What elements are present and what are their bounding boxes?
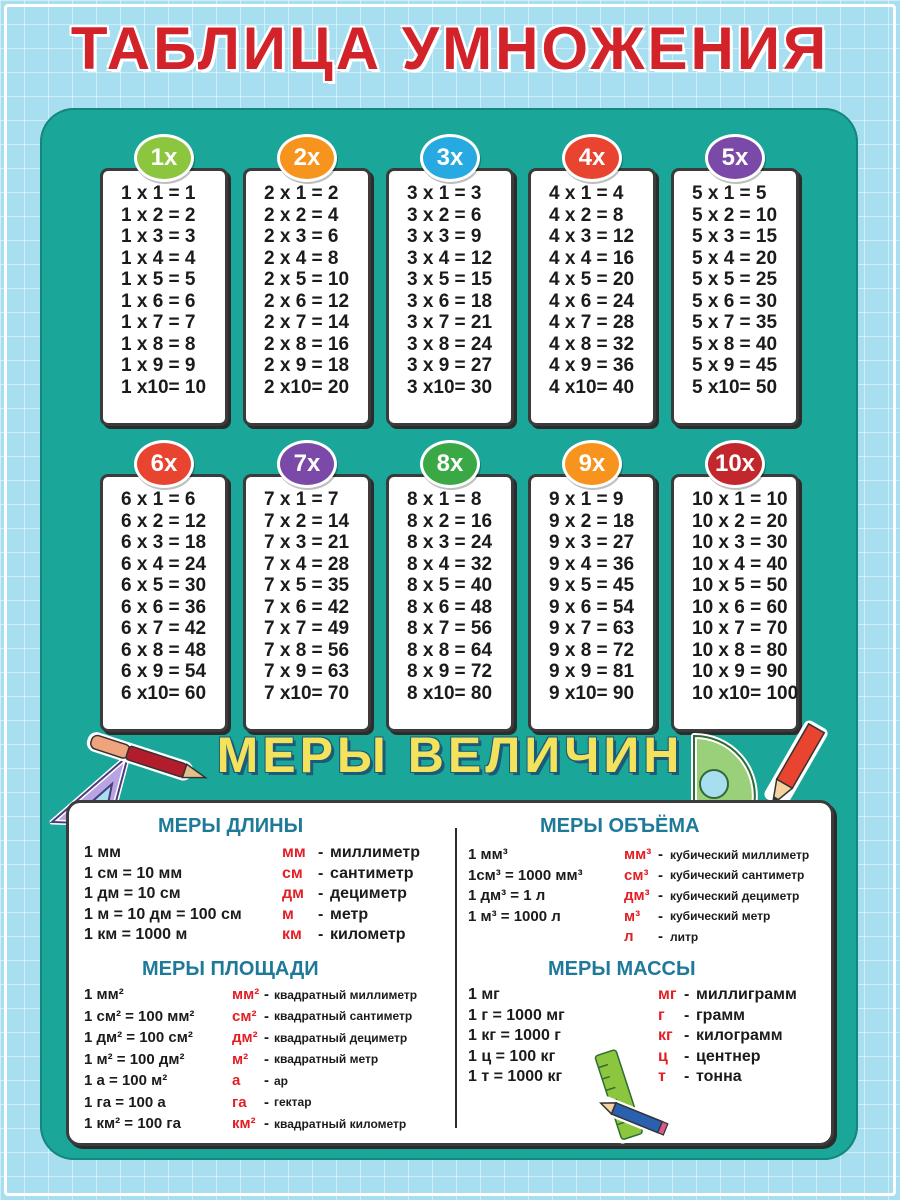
table-row: 7 x 8 = 56 [264,639,350,661]
table-badge: 8x [420,440,480,488]
table-row: 10 x 5 = 50 [692,575,788,596]
measure-dash: - [684,1068,690,1085]
table-row: 5 x 7 = 35 [692,312,778,333]
measure-equation: 1 га = 100 а [84,1093,166,1111]
measure-name: километр [330,926,406,943]
table-row: 2 x 1 = 2 [264,183,339,204]
measure-abbreviation: км² [232,1115,256,1132]
poster-title: ТАБЛИЦА УМНОЖЕНИЯ [70,15,830,82]
table-row: 7 x 4 = 28 [264,553,350,575]
table-row: 3 x 6 = 18 [407,290,493,312]
table-row: 10 x 6 = 60 [692,596,788,618]
table-row: 4 x 4 = 16 [549,247,635,269]
measure-name: грамм [696,1006,746,1024]
table-row: 5 x 6 = 30 [692,290,778,312]
measure-row [84,906,444,927]
table-row: 8 x 4 = 32 [407,553,493,575]
table-row: 1 x 1 = 1 [121,183,196,204]
measure-equation: 1 дм = 10 см [84,885,181,902]
table-row: 6 x 5 = 30 [121,575,207,596]
table-row: 10 x 8 = 80 [692,639,788,661]
table-row: 4 x 1 = 4 [549,183,624,204]
measure-abbreviation: м² [232,1050,249,1068]
table-row: 6 x 2 = 12 [121,510,207,532]
measure-dash: - [318,885,324,902]
measure-abbreviation: а [232,1072,241,1089]
measure-abbreviation: м [282,905,294,923]
table-row: 3 x 3 = 9 [407,226,482,247]
measure-name: квадратный километр [274,1116,407,1131]
table-row: 5 x 1 = 5 [692,183,767,204]
measure-abbreviation: дм² [232,1029,258,1046]
measure-name: дециметр [330,885,407,902]
table-badge: 2x [277,134,337,182]
measure-equation: 1 см² = 100 мм² [84,1007,195,1025]
table-row: 9 x 1 = 9 [549,489,624,510]
measure-abbreviation: дм³ [624,887,650,904]
table-row: 8 x 5 = 40 [407,575,493,596]
table-row: 8 x 2 = 16 [407,510,493,532]
measure-name: кубический метр [670,909,771,923]
measure-name: центнер [696,1047,761,1065]
table-row: 7 x10= 70 [264,682,350,704]
measure-equation: 1 км = 1000 м [84,926,188,943]
table-row: 3 x 4 = 12 [407,247,493,269]
table-row: 8 x10= 80 [407,682,493,704]
measure-name: квадратный сантиметр [274,1009,413,1023]
table-row: 5 x10= 50 [692,376,778,398]
table-row: 9 x 8 = 72 [549,639,635,661]
measure-row [84,1072,444,1093]
measure-dash: - [658,846,663,863]
measure-abbreviation: мм³ [624,846,652,863]
table-row: 3 x 1 = 3 [407,183,482,204]
table-card-9x [528,474,656,732]
table-row: 3 x 9 = 27 [407,355,493,376]
measure-equation: 1 мм [84,844,122,861]
table-card-3x [386,168,514,426]
table-row: 10 x 1 = 10 [692,489,788,510]
measure-name: квадратный миллиметр [274,987,418,1002]
table-row: 5 x 8 = 40 [692,333,778,355]
measure-abbreviation: км [282,926,302,943]
table-row: 6 x 7 = 42 [121,618,207,639]
measure-equation: 1 м³ = 1000 л [468,907,561,925]
table-row: 6 x10= 60 [121,682,207,704]
table-card-1x [100,168,228,426]
table-badge: 3x [420,134,480,182]
measure-name: кубический дециметр [670,888,800,903]
table-row: 6 x 3 = 18 [121,532,207,553]
measure-dash: - [318,864,324,882]
measure-row [468,908,828,929]
measure-abbreviation: кг [658,1027,673,1044]
measure-name: кубический миллиметр [670,847,810,862]
measure-row [84,1051,444,1072]
table-row: 1 x 6 = 6 [121,290,196,312]
measure-name: тонна [696,1068,742,1085]
measure-abbreviation: мм² [232,986,260,1003]
table-row: 8 x 7 = 56 [407,618,493,639]
measure-abbreviation: мг [658,986,677,1003]
table-row: 1 x 7 = 7 [121,312,196,333]
measure-dash: - [264,986,269,1003]
measure-equation: 1 см = 10 мм [84,864,183,882]
measure-abbreviation: л [624,928,634,945]
table-row: 5 x 5 = 25 [692,269,778,290]
measure-dash: - [264,1050,269,1068]
measure-equation: 1 кг = 1000 г [468,1027,561,1044]
table-row: 2 x 5 = 10 [264,269,350,290]
table-badge: 6x [134,440,194,488]
table-row: 7 x 5 = 35 [264,575,350,596]
measure-dash: - [684,1027,690,1044]
table-card-6x [100,474,228,732]
table-badge: 9x [562,440,622,488]
measure-name: гектар [274,1095,312,1109]
table-row: 4 x 8 = 32 [549,333,635,355]
measure-equation: 1 мг [468,986,500,1003]
table-row: 1 x 3 = 3 [121,226,196,247]
table-row: 2 x 4 = 8 [264,247,339,269]
measure-dash: - [264,1093,269,1111]
table-row: 9 x10= 90 [549,682,635,704]
table-row: 8 x 6 = 48 [407,596,493,618]
measure-row [468,986,828,1007]
table-row: 3 x 5 = 15 [407,269,493,290]
measure-equation: 1 дм² = 100 см² [84,1029,193,1046]
table-card-5x [671,168,799,426]
table-row: 1 x 4 = 4 [121,247,196,269]
table-row: 4 x 7 = 28 [549,312,635,333]
measure-equation: 1 ц = 100 кг [468,1047,556,1065]
table-row: 5 x 3 = 15 [692,226,778,247]
measure-equation: 1см³ = 1000 мм³ [468,866,583,884]
table-card-2x [243,168,371,426]
measure-row [468,867,828,888]
length-title: МЕРЫ ДЛИНЫ [158,815,304,837]
measure-dash: - [684,1006,690,1024]
measure-row [84,926,444,947]
measure-dash: - [318,926,324,943]
measure-abbreviation: га [232,1093,247,1111]
measure-name: ар [274,1073,289,1088]
measure-dash: - [318,905,324,923]
table-card-4x [528,168,656,426]
table-row: 7 x 6 = 42 [264,596,350,618]
table-row: 9 x 9 = 81 [549,661,635,682]
measure-dash: - [318,844,324,861]
table-row: 6 x 6 = 36 [121,596,207,618]
measure-abbreviation: см [282,864,303,882]
table-badge: 5x [705,134,765,182]
table-row: 4 x 5 = 20 [549,269,635,290]
measure-abbreviation: г [658,1006,665,1024]
table-row: 8 x 1 = 8 [407,489,482,510]
table-row: 4 x10= 40 [549,376,635,398]
measure-equation: 1 мм² [84,986,124,1003]
measure-dash: - [658,866,663,884]
measure-dash: - [684,1047,690,1065]
table-row: 9 x 4 = 36 [549,553,635,575]
table-row: 9 x 5 = 45 [549,575,635,596]
table-row: 10 x 7 = 70 [692,618,788,639]
table-row: 2 x 8 = 16 [264,333,350,355]
measure-row [84,1008,444,1029]
table-row: 1 x 5 = 5 [121,269,196,290]
measure-row [468,887,828,908]
table-row: 9 x 6 = 54 [549,596,635,618]
table-row: 7 x 7 = 49 [264,618,350,639]
measure-dash: - [684,986,690,1003]
measure-abbreviation: см³ [624,866,649,884]
table-row: 7 x 2 = 14 [264,510,350,532]
measure-row [468,846,828,867]
measure-dash: - [264,1007,269,1025]
table-row: 4 x 9 = 36 [549,355,635,376]
table-row: 8 x 8 = 64 [407,639,493,661]
measure-row [84,1115,444,1136]
measures-divider [455,828,457,1128]
table-row: 1 x10= 10 [121,376,207,398]
measure-equation: 1 мм³ [468,846,508,863]
table-row: 10 x10= 100 [692,682,799,704]
measure-name: квадратный дециметр [274,1030,408,1045]
table-row: 2 x 3 = 6 [264,226,339,247]
measure-row [468,928,828,949]
measure-equation: 1 а = 100 м² [84,1072,168,1089]
table-row: 1 x 8 = 8 [121,333,196,355]
table-row: 8 x 3 = 24 [407,532,493,553]
measures-title: МЕРЫ ВЕЛИЧИН [216,727,684,783]
measure-row [84,865,444,886]
table-row: 2 x 7 = 14 [264,312,350,333]
table-card-10x [671,474,799,732]
table-card-7x [243,474,371,732]
table-badge: 4x [562,134,622,182]
mass-title: МЕРЫ МАССЫ [548,958,696,980]
table-row: 4 x 2 = 8 [549,204,624,226]
measure-row [84,885,444,906]
measure-row [84,1094,444,1115]
measure-abbreviation: дм [282,885,304,902]
measure-abbreviation: м³ [624,907,641,925]
table-row: 9 x 2 = 18 [549,510,635,532]
table-row: 4 x 3 = 12 [549,226,635,247]
measure-dash: - [264,1115,269,1132]
table-row: 10 x 2 = 20 [692,510,788,532]
measure-row [468,1007,828,1028]
table-row: 7 x 3 = 21 [264,532,350,553]
table-row: 9 x 3 = 27 [549,532,635,553]
table-row: 6 x 4 = 24 [121,553,207,575]
measure-equation: 1 км² = 100 га [84,1115,181,1132]
table-badge: 10x [705,440,765,488]
blue-pencil-icon [590,1092,680,1142]
measure-abbreviation: мм [282,844,306,861]
measure-equation: 1 т = 1000 кг [468,1068,563,1085]
measure-name: кубический сантиметр [670,868,805,882]
table-row: 10 x 4 = 40 [692,553,788,575]
table-card-8x [386,474,514,732]
table-row: 2 x 9 = 18 [264,355,350,376]
table-row: 5 x 9 = 45 [692,355,778,376]
table-badge: 7x [277,440,337,488]
measure-name: миллиметр [330,844,420,861]
measure-name: миллиграмм [696,986,797,1003]
measure-equation: 1 дм³ = 1 л [468,887,546,904]
table-row: 1 x 9 = 9 [121,355,196,376]
table-row: 7 x 1 = 7 [264,489,339,510]
measure-row [84,1029,444,1050]
table-row: 2 x10= 20 [264,376,350,398]
measure-dash: - [658,887,663,904]
table-row: 10 x 9 = 90 [692,661,788,682]
table-row: 5 x 4 = 20 [692,247,778,269]
measure-row [84,986,444,1007]
table-row: 3 x 2 = 6 [407,204,482,226]
table-row: 2 x 6 = 12 [264,290,350,312]
measure-abbreviation: ц [658,1047,668,1065]
table-row: 10 x 3 = 30 [692,532,788,553]
table-row: 7 x 9 = 63 [264,661,350,682]
measure-dash: - [264,1072,269,1089]
table-row: 4 x 6 = 24 [549,290,635,312]
table-row: 2 x 2 = 4 [264,204,339,226]
measure-row [84,844,444,865]
measure-name: метр [330,905,369,923]
table-row: 9 x 7 = 63 [549,618,635,639]
volume-title: МЕРЫ ОБЪЁМА [540,815,700,837]
table-row: 6 x 9 = 54 [121,661,207,682]
measure-name: квадратный метр [274,1052,379,1066]
measure-abbreviation: т [658,1068,666,1085]
table-row: 1 x 2 = 2 [121,204,196,226]
table-badge: 1x [134,134,194,182]
measure-name: килограмм [696,1027,783,1044]
measure-equation: 1 м² = 100 дм² [84,1050,185,1068]
table-row: 5 x 2 = 10 [692,204,778,226]
table-row: 6 x 8 = 48 [121,639,207,661]
measure-equation: 1 г = 1000 мг [468,1006,565,1024]
table-row: 8 x 9 = 72 [407,661,493,682]
measure-name: сантиметр [330,864,414,882]
measure-dash: - [264,1029,269,1046]
area-title: МЕРЫ ПЛОЩАДИ [142,958,319,980]
table-row: 3 x10= 30 [407,376,493,398]
table-row: 3 x 8 = 24 [407,333,493,355]
measure-dash: - [658,928,663,945]
measure-name: литр [670,929,699,944]
measure-dash: - [658,907,663,925]
measure-equation: 1 м = 10 дм = 100 см [84,905,242,923]
measure-abbreviation: см² [232,1007,257,1025]
table-row: 3 x 7 = 21 [407,312,493,333]
table-row: 6 x 1 = 6 [121,489,196,510]
